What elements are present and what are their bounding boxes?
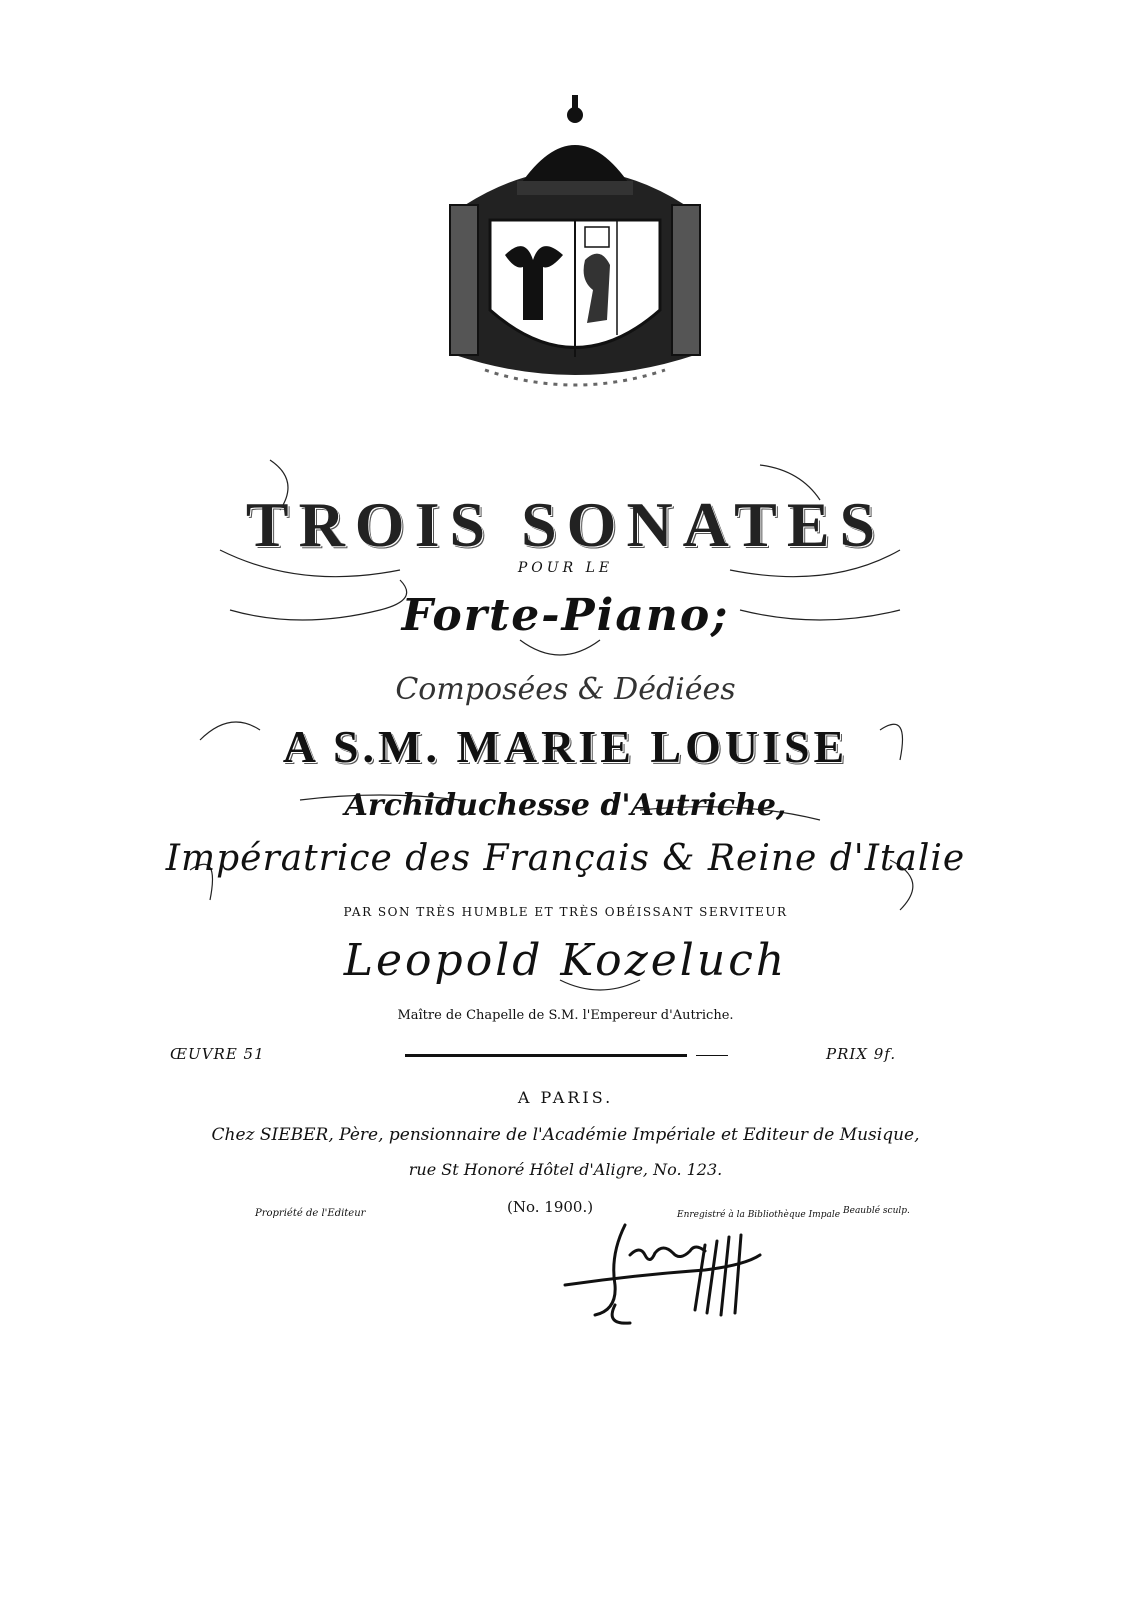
empress-title: Impératrice des Français & Reine d'Italie (165, 838, 966, 879)
propriete-note: Propriété de l'Editeur (255, 1208, 366, 1219)
archduchess-title: Archiduchesse d'Autriche, (344, 788, 787, 823)
composer-name: Leopold Kozeluch (343, 935, 788, 986)
publisher-signature (555, 1215, 765, 1330)
divider-rule-short (696, 1055, 728, 1056)
composees-dediees-text: Composées & Dédiées (395, 672, 736, 707)
divider-rule (405, 1054, 687, 1057)
price: PRIX 9f. (826, 1045, 897, 1063)
plate-number: (No. 1900.) (507, 1198, 594, 1216)
composer-position: Maître de Chapelle de S.M. l'Empereur d'Autriche. (397, 1008, 734, 1023)
registration-note: Enregistré à la Bibliothèque Impale (677, 1210, 841, 1220)
coat-of-arms-icon (425, 95, 725, 395)
dedicatee-name: A S.M. MARIE LOUISE (282, 721, 849, 772)
publisher-address: rue St Honoré Hôtel d'Aligre, No. 123. (408, 1160, 723, 1179)
imprint-city: A PARIS. (517, 1088, 614, 1107)
work-title: TROIS SONATES (245, 489, 886, 560)
pour-le-text: POUR LE (517, 560, 614, 576)
opus-number: ŒUVRE 51 (170, 1045, 265, 1063)
instrument-title: Forte-Piano; (401, 590, 730, 641)
servant-line: PAR SON TRÈS HUMBLE ET TRÈS OBÉISSANT SERVITEUR (343, 905, 788, 919)
engraver-credit: Beaublé sculp. (843, 1206, 910, 1216)
publisher-line: Chez SIEBER, Père, pensionnaire de l'Académie Impériale et Editeur de Musique, (211, 1125, 920, 1145)
